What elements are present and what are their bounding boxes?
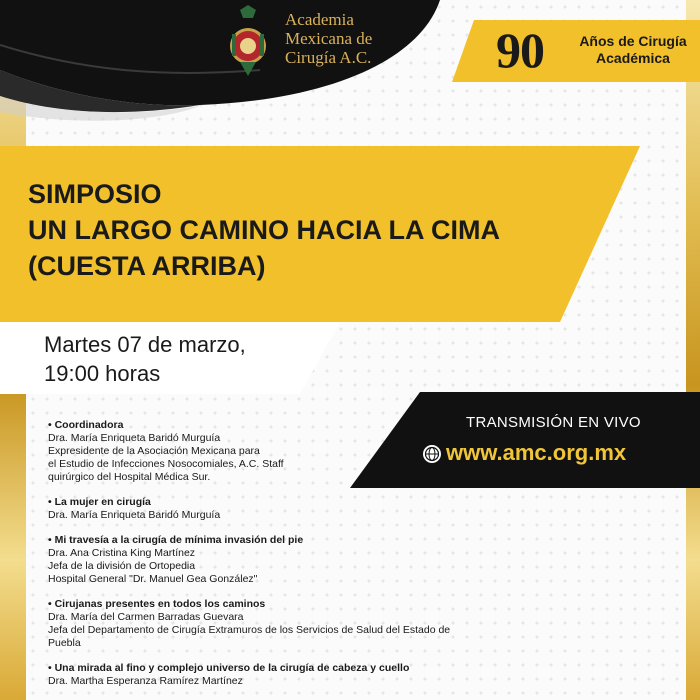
academy-name-line: Cirugía A.C.: [285, 48, 372, 67]
event-title-line: (CUESTA ARRIBA): [28, 251, 266, 281]
program-item-line: Dra. Martha Esperanza Ramírez Martínez: [48, 675, 243, 687]
program-item-title: • Coordinadora: [48, 419, 124, 431]
program-item-line: Dra. María Enriqueta Baridó Murguía: [48, 509, 221, 521]
academy-name-line: Mexicana de: [285, 29, 373, 48]
anniversary-text-line: Académica: [596, 50, 670, 66]
program-item: [48, 598, 648, 650]
live-broadcast-label: TRANSMISIÓN EN VIVO: [466, 414, 641, 431]
program-item-line: Jefa de la división de Ortopedia: [48, 560, 196, 572]
program-item-line: Hospital General "Dr. Manuel Gea González": [48, 573, 258, 585]
program-item: [48, 419, 648, 484]
program-item-line: quirúrgico del Hospital Médica Sur.: [48, 471, 211, 483]
academy-seal-icon: [226, 4, 270, 78]
event-title-line: UN LARGO CAMINO HACIA LA CIMA: [28, 215, 500, 245]
program-item-title: • Mi travesía a la cirugía de mínima invasión del pie: [48, 534, 304, 546]
website-link[interactable]: www.amc.org.mx: [446, 440, 627, 465]
anniversary-text-line: Años de Cirugía: [579, 33, 687, 49]
program-item-line: el Estudio de Infecciones Nosocomiales, A.C. Staff: [48, 458, 284, 470]
event-date-line: Martes 07 de marzo,: [44, 332, 246, 357]
event-title: [28, 176, 500, 284]
program-item-line: Dra. María del Carmen Barradas Guevara: [48, 611, 244, 623]
academy-name: [285, 10, 425, 67]
anniversary-text: [578, 33, 688, 67]
program-list: [48, 419, 648, 700]
program-item-line: Dra. María Enriqueta Baridó Murguía: [48, 432, 221, 444]
academy-name-line: Academia: [285, 10, 354, 29]
program-item-title: • Una mirada al fino y complejo universo de la cirugía de cabeza y cuello: [48, 662, 410, 674]
program-item: [48, 496, 648, 522]
program-item: [48, 534, 648, 586]
event-date-line: 19:00 horas: [44, 361, 161, 386]
event-title-line: SIMPOSIO: [28, 179, 162, 209]
program-item-line: Jefa del Departamento de Cirugía Extramuros de los Servicios de Salud del Estado de: [48, 624, 451, 636]
program-item-line: Expresidente de la Asociación Mexicana para: [48, 445, 260, 457]
program-item-title: • La mujer en cirugía: [48, 496, 151, 508]
program-item: [48, 662, 648, 688]
event-date: [44, 330, 246, 388]
program-item-line: Dra. Ana Cristina King Martínez: [48, 547, 196, 559]
program-item-title: • Cirujanas presentes en todos los caminos: [48, 598, 266, 610]
program-item-line: Puebla: [48, 637, 81, 649]
anniversary-number: 90: [496, 22, 544, 78]
